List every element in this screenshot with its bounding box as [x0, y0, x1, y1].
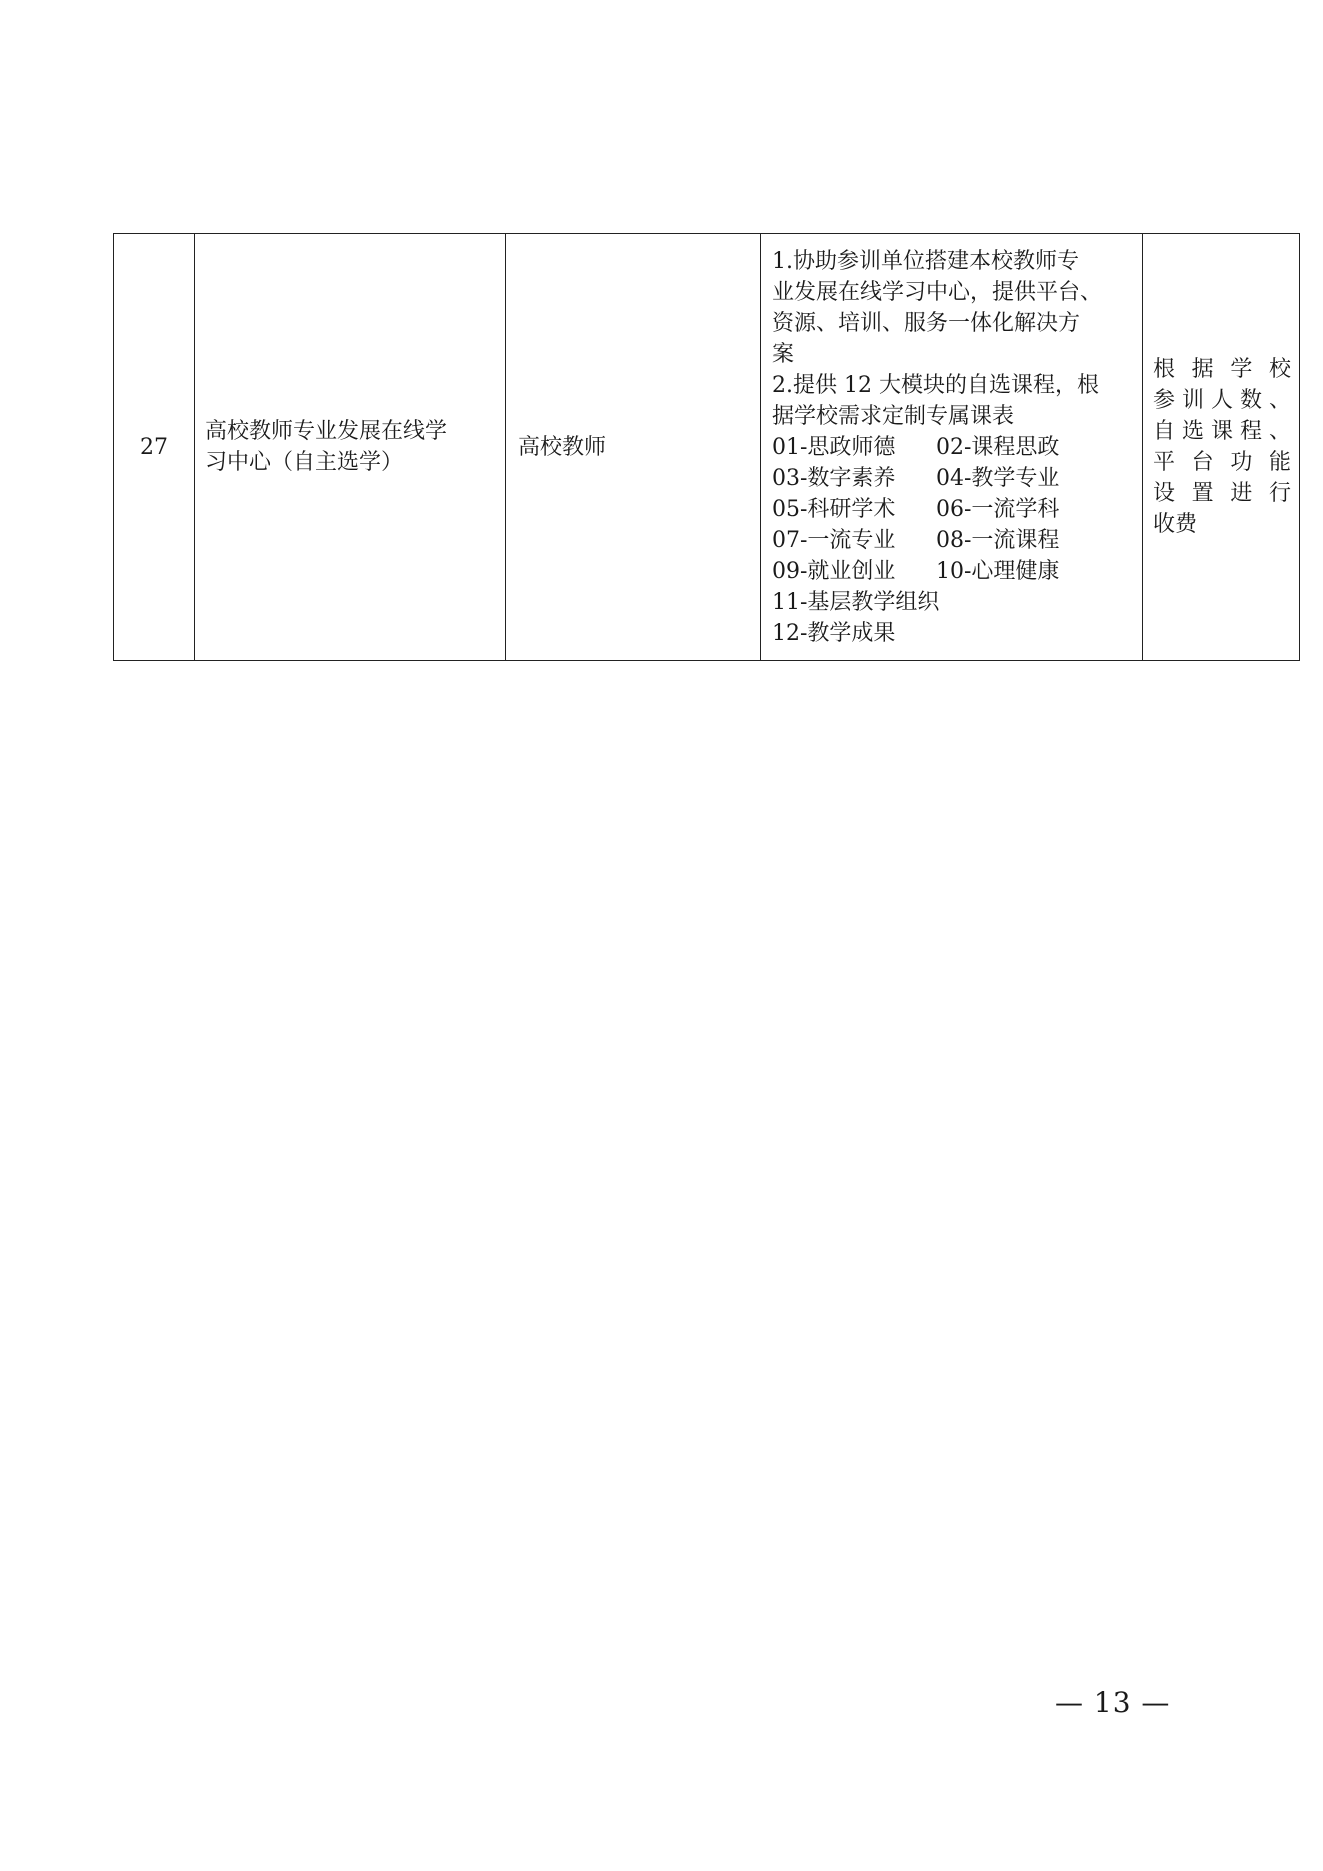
fee-line: 收费 — [1153, 512, 1198, 537]
module-item: 04-教学专业 — [936, 465, 1060, 491]
content-line: 2.提供 12 大模块的自选课程，根 — [772, 372, 1099, 398]
module-item: 05-科研学术 — [772, 496, 896, 522]
content-cell — [761, 234, 1143, 661]
content-line: 业发展在线学习中心，提供平台、 — [772, 279, 1103, 305]
fee-line: 根据学校 — [1153, 357, 1291, 382]
module-item: 11-基层教学组织 — [772, 589, 940, 615]
module-item: 02-课程思政 — [936, 434, 1060, 460]
module-row — [772, 525, 1136, 556]
project-name-line-1: 高校教师专业发展在线学 — [205, 419, 448, 444]
module-item: 09-就业创业 — [772, 558, 896, 584]
module-item: 03-数字素养 — [772, 465, 896, 491]
module-item: 08-一流课程 — [936, 527, 1060, 553]
module-item: 07-一流专业 — [772, 527, 896, 553]
module-item: 12-教学成果 — [772, 620, 896, 646]
row-number-cell — [114, 234, 195, 661]
module-row — [772, 432, 1136, 463]
module-row — [772, 494, 1136, 525]
page-number: — 13 — — [1055, 1686, 1171, 1719]
content-line: 资源、培训、服务一体化解决方 — [772, 310, 1081, 336]
fee-line: 参训人数、 — [1153, 388, 1291, 413]
row-number: 27 — [140, 434, 168, 460]
fee-line: 设置进行 — [1153, 481, 1291, 506]
fee-line: 平台功能 — [1153, 450, 1291, 475]
module-item: 01-思政师德 — [772, 434, 896, 460]
project-name-line-2: 习中心（自主选学） — [205, 450, 404, 475]
fee-line: 自选课程、 — [1153, 419, 1291, 444]
target-audience-cell — [506, 234, 761, 661]
content-line: 据学校需求定制专属课表 — [772, 403, 1015, 429]
target-audience: 高校教师 — [518, 434, 607, 460]
module-item: 06-一流学科 — [936, 496, 1060, 522]
course-table — [113, 233, 1300, 661]
content-line: 1.协助参训单位搭建本校教师专 — [772, 248, 1079, 274]
module-item: 10-心理健康 — [936, 558, 1060, 584]
fee-cell — [1143, 234, 1300, 661]
content-line: 案 — [772, 341, 795, 367]
module-row — [772, 556, 1136, 587]
table-row — [114, 234, 1300, 661]
project-name-cell — [195, 234, 506, 661]
module-row — [772, 463, 1136, 494]
